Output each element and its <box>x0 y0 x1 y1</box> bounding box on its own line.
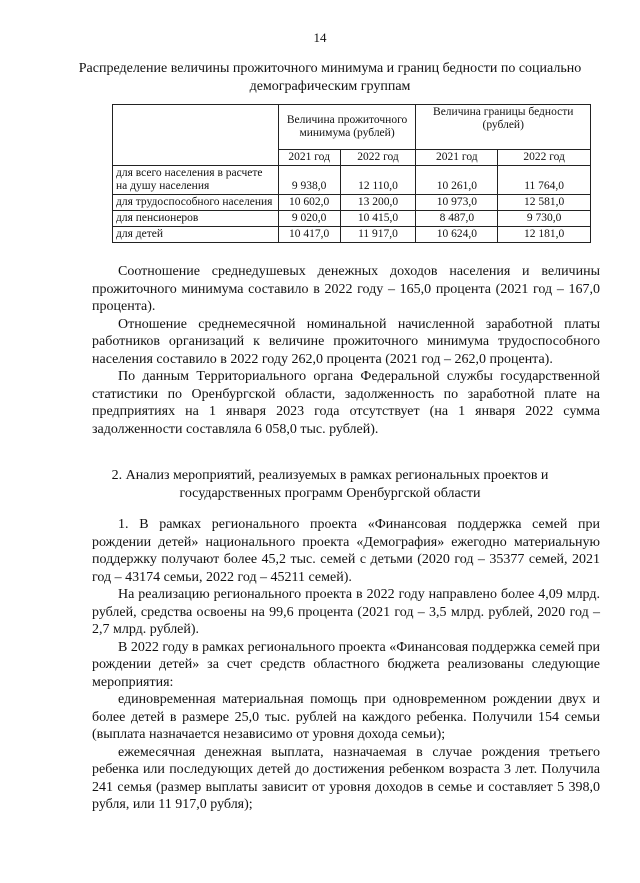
table-cell: 9 730,0 <box>498 211 591 227</box>
table-year-header: 2022 год <box>498 150 591 166</box>
table-cell: 12 181,0 <box>498 227 591 243</box>
table-row-label: для всего населения в расчете на душу населения <box>113 166 279 195</box>
table-cell: 13 200,0 <box>340 195 416 211</box>
table-cell: 10 261,0 <box>416 166 498 195</box>
table-cell: 10 973,0 <box>416 195 498 211</box>
paragraph: В 2022 году в рамках регионального проекта «Финансовая поддержка семей при рождении детей» за счет средств областного бюджета реализованы следующие мероприятия: <box>92 639 600 690</box>
paragraph: На реализацию регионального проекта в 2022 году направлено более 4,09 млрд. рублей, средства освоены на 99,6 процента (2021 год – 3,5 млрд. рублей, 2020 год – 2,7 млрд. рублей). <box>92 587 600 637</box>
table-row-label: для пенсионеров <box>113 211 279 227</box>
table-row <box>113 195 591 211</box>
table-row <box>113 227 591 243</box>
table-cell: 8 487,0 <box>416 211 498 227</box>
table-cell: 10 624,0 <box>416 227 498 243</box>
table-cell: 12 581,0 <box>498 195 591 211</box>
paragraph: По данным Территориального органа Федеральной службы государственной статистики по Оренбургской области, задолженность по заработной плате на предприятиях на 1 января 2023 года отсутствует (на 1 января 2022 сумма задолженности составляла 6 058,0 тыс. рублей). <box>92 369 600 437</box>
table-year-header: 2022 год <box>340 150 416 166</box>
table-cell: 10 417,0 <box>278 227 340 243</box>
paragraph: Соотношение среднедушевых денежных доходов населения и величины прожиточного минимума составило в 2022 году – 165,0 процента (2021 год – 167,0 процента). <box>92 264 600 314</box>
table-row <box>113 211 591 227</box>
paragraph: Отношение среднемесячной номинальной начисленной заработной платы работников организаций к величине прожиточного минимума трудоспособного населения составило в 2022 году 262,0 процента (2021 год – 262,0 процента). <box>92 316 600 367</box>
table-row-label: для детей <box>113 227 279 243</box>
table-group-header: Величина прожиточного минимума (рублей) <box>278 105 416 150</box>
table-cell: 11 764,0 <box>498 166 591 195</box>
table-cell: 10 602,0 <box>278 195 340 211</box>
paragraph: единовременная материальная помощь при одновременном рождении двух и более детей в размере 25,0 тыс. рублей на каждого ребенка. Получили 154 семьи (выплата назначается независимо от уровня дохода семьи); <box>92 692 600 742</box>
table-row-label: для трудоспособного населения <box>113 195 279 211</box>
table-year-header: 2021 год <box>416 150 498 166</box>
table-header-row <box>113 105 591 150</box>
section-heading: 2. Анализ мероприятий, реализуемых в рамках региональных проектов и государственных программ Оренбургской области <box>111 468 549 501</box>
table-group-header: Величина границы бедности (рублей) <box>416 105 591 150</box>
table-row <box>113 166 591 195</box>
page-number: 14 <box>313 30 327 45</box>
table-cell: 9 938,0 <box>278 166 340 195</box>
table-corner-cell <box>113 105 279 166</box>
table-cell: 11 917,0 <box>340 227 416 243</box>
paragraph: ежемесячная денежная выплата, назначаемая в случае рождения третьего ребенка или последующих детей до достижения ребенком возраста 3 лет. Получила 241 семья (размер выплаты зависит от уровня доходов в семье и составляет 5 398,0 рубля, или 11 917,0 рубля); <box>92 744 600 812</box>
table-title: Распределение величины прожиточного минимума и границ бедности по социально демографическим группам <box>78 61 582 94</box>
table-cell: 10 415,0 <box>340 211 416 227</box>
body-text-block-1 <box>92 263 600 438</box>
table-cell: 9 020,0 <box>278 211 340 227</box>
body-text-block-2 <box>92 516 600 814</box>
table-year-header: 2021 год <box>278 150 340 166</box>
poverty-table <box>112 104 591 243</box>
paragraph: 1. В рамках регионального проекта «Финансовая поддержка семей при рождении детей» национального проекта «Демография» ежегодно материальную поддержку получают более 45,2 тыс. семей с детьми (2020 год – 35377 семей, 2021 год – 43174 семьи, 2022 год – 45211 семей). <box>92 517 600 585</box>
table-cell: 12 110,0 <box>340 166 416 195</box>
